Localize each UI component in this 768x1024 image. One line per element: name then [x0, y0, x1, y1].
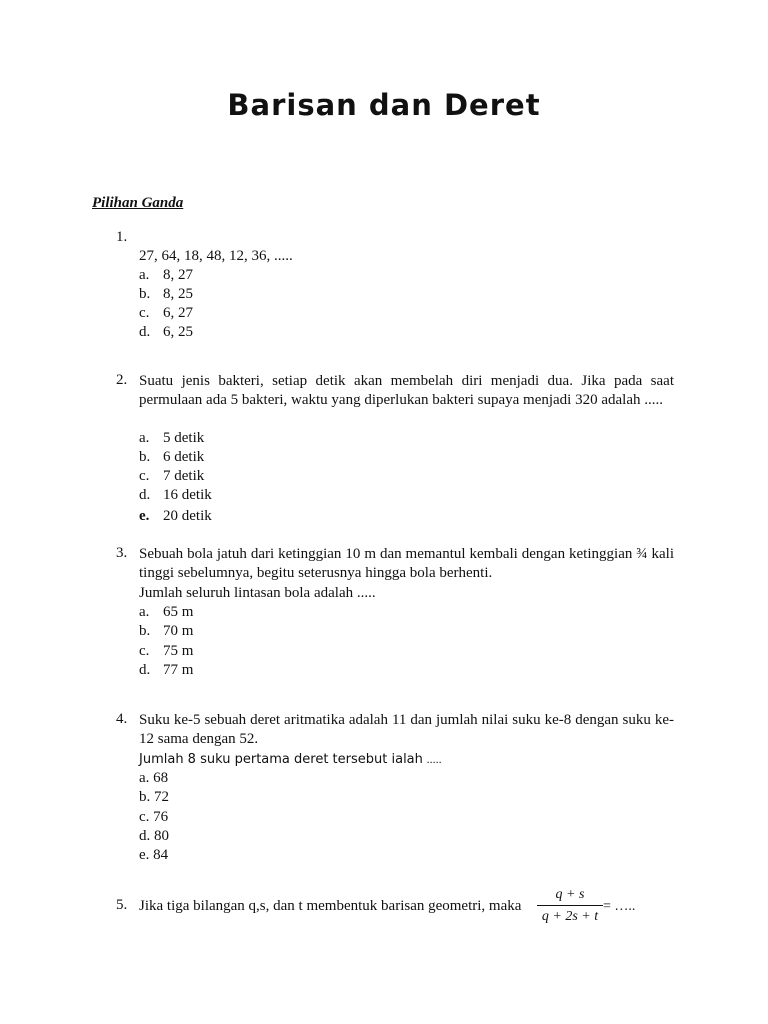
- option-text: 72: [154, 789, 169, 805]
- option: [139, 622, 193, 641]
- question-text: 27, 64, 18, 48, 12, 36, .....: [139, 248, 293, 264]
- option-text: 76: [153, 809, 169, 825]
- option-text: 5 detik: [163, 430, 205, 446]
- option-text: 68: [153, 770, 169, 786]
- option: [139, 769, 168, 788]
- option-letter: d.: [139, 487, 151, 503]
- option: [139, 486, 212, 505]
- option-text: 6 detik: [163, 449, 205, 465]
- option-letter: a.: [139, 430, 150, 446]
- option: [139, 661, 193, 680]
- option-letter: a.: [139, 604, 150, 620]
- option: [139, 507, 212, 526]
- question-number: 4.: [116, 711, 128, 727]
- option: [139, 304, 193, 323]
- fraction-bar: [537, 905, 603, 906]
- page-title: Barisan dan Deret: [227, 88, 541, 122]
- fraction-denominator: q + 2s + t: [541, 909, 599, 924]
- option-letter: c.: [139, 468, 150, 484]
- option-text: 70 m: [163, 623, 194, 639]
- option-text: 7 detik: [163, 468, 205, 484]
- fraction: [537, 886, 603, 925]
- option-letter: d.: [139, 828, 151, 844]
- question-text: Sebuah bola jatuh dari ketinggian 10 m dan memantul kembali dengan ketinggian ¾ kali tinggi sebelumnya, begitu seterusnya hingga bola berhenti.: [139, 546, 674, 581]
- option-letter: d.: [139, 662, 151, 678]
- option: [139, 642, 193, 661]
- option-letter: b.: [139, 789, 151, 805]
- question-subtext: Jumlah seluruh lintasan bola adalah .....: [139, 585, 376, 601]
- option-text: 6, 27: [163, 305, 193, 321]
- option: [139, 429, 204, 448]
- option-text: 84: [153, 847, 169, 863]
- question-text: Suku ke-5 sebuah deret aritmatika adalah 11 dan jumlah nilai suku ke-8 dengan suku ke-12 sama dengan 52.: [139, 712, 674, 747]
- option: [139, 808, 168, 827]
- question-number: 2.: [116, 372, 128, 388]
- option-text: 8, 27: [163, 267, 193, 283]
- question-text: Jika tiga bilangan q,s, dan t membentuk barisan geometri, maka: [139, 898, 522, 914]
- option-text: 75 m: [163, 643, 194, 659]
- question-tail: = …..: [603, 899, 636, 914]
- option: [139, 827, 169, 846]
- question-subtext: [139, 750, 442, 769]
- option-letter: b.: [139, 623, 151, 639]
- section-heading: Pilihan Ganda: [92, 195, 184, 211]
- option: [139, 266, 193, 285]
- option: [139, 285, 193, 304]
- option-text: 6, 25: [163, 324, 193, 340]
- option-letter: d.: [139, 324, 151, 340]
- option-text: 77 m: [163, 662, 194, 678]
- option-text: 8, 25: [163, 286, 193, 302]
- option-letter: e.: [139, 508, 150, 524]
- question-subtext-main: Jumlah 8 suku pertama deret tersebut ialah: [139, 752, 423, 767]
- option-letter: a.: [139, 267, 150, 283]
- option-letter: b.: [139, 449, 151, 465]
- option-letter: c.: [139, 809, 150, 825]
- question-number: 5.: [116, 897, 128, 913]
- option: [139, 603, 193, 622]
- option-letter: c.: [139, 305, 150, 321]
- question-number: 1.: [116, 229, 128, 245]
- option-letter: a.: [139, 770, 150, 786]
- option-letter: c.: [139, 643, 150, 659]
- question-subtext-tail: .....: [426, 752, 442, 766]
- option: [139, 323, 193, 342]
- option-text: 16 detik: [163, 487, 212, 503]
- fraction-numerator: q + s: [555, 887, 585, 902]
- option: [139, 448, 204, 467]
- option-letter: e.: [139, 847, 150, 863]
- question-number: 3.: [116, 545, 128, 561]
- option-text: 80: [154, 828, 169, 844]
- option: [139, 846, 168, 865]
- question-text: Suatu jenis bakteri, setiap detik akan membelah diri menjadi dua. Jika pada saat permulaan ada 5 bakteri, waktu yang diperlukan bakteri supaya menjadi 320 adalah .....: [139, 373, 674, 408]
- option-letter: b.: [139, 286, 151, 302]
- option: [139, 467, 204, 486]
- option: [139, 788, 169, 807]
- option-text: 20 detik: [163, 508, 212, 524]
- option-text: 65 m: [163, 604, 194, 620]
